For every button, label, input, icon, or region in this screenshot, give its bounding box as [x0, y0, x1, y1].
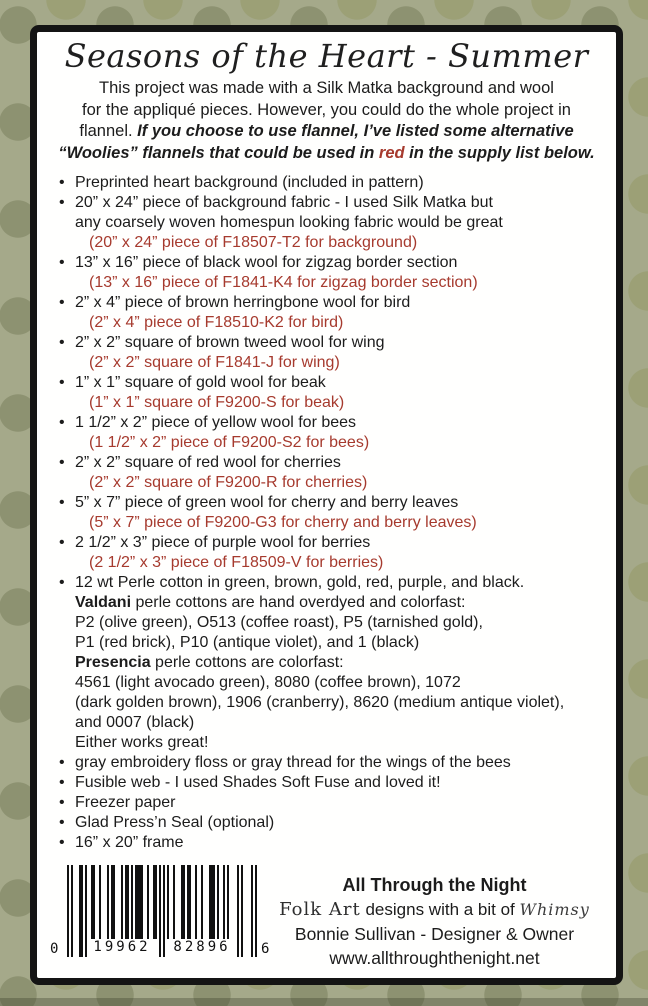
supply-line: 4561 (light avocado green), 8080 (coffee brown), 1072 — [75, 674, 461, 691]
page-title: Seasons of the Heart - Summer — [64, 37, 589, 75]
supply-line: (1 1/2” x 2” piece of F9200-S2 for bees) — [89, 434, 370, 451]
supply-line: • Freezer paper — [59, 794, 176, 811]
bullet-icon: • — [59, 794, 65, 811]
supply-line: • 20” x 24” piece of background fabric - I used Silk Matka but — [59, 194, 493, 211]
supply-line: • 1” x 1” square of gold wool for beak — [59, 374, 326, 391]
supply-line: and 0007 (black) — [75, 714, 195, 731]
brand-owner: Bonnie Sullivan - Designer & Owner — [294, 924, 575, 944]
bullet-icon: • — [59, 754, 65, 771]
supply-line: (20” x 24” piece of F18507-T2 for background) — [89, 234, 418, 251]
supply-line: (2” x 2” square of F1841-J for wing) — [89, 354, 340, 371]
supply-line: (5” x 7” piece of F9200-G3 for cherry and berry leaves) — [89, 514, 477, 531]
intro-line: “Woolies” flannels that could be used in red in the supply list below. — [58, 143, 595, 162]
supply-line: (1” x 1” square of F9200-S for beak) — [89, 394, 345, 411]
supply-line: • 5” x 7” piece of green wool for cherry and berry leaves — [59, 494, 459, 511]
footer — [37, 865, 616, 970]
tagline-whimsy: Whimsy — [519, 900, 590, 919]
bullet-icon: • — [59, 834, 65, 851]
supply-list — [37, 173, 616, 853]
brand-website: www.allthroughthenight.net — [329, 948, 540, 968]
bullet-icon: • — [59, 494, 65, 511]
intro-line: for the appliqué pieces. However, you could do the whole project in — [82, 100, 571, 119]
bullet-icon: • — [59, 254, 65, 271]
supply-line: P2 (olive green), O513 (coffee roast), P5 (tarnished gold), — [75, 614, 483, 631]
bottom-edge-shadow — [0, 998, 648, 1006]
barcode-right-digit: 6 — [261, 941, 270, 957]
supply-line: any coarsely woven homespun looking fabric would be great — [75, 214, 503, 231]
barcode-left-digit: 0 — [50, 941, 59, 957]
branding-block — [259, 865, 616, 970]
supply-line: • 16” x 20” frame — [59, 834, 184, 851]
supply-line: • Glad Press’n Seal (optional) — [59, 814, 275, 831]
supply-line: Presencia perle cottons are colorfast: — [75, 654, 344, 671]
tagline-middle: designs with a bit of — [360, 900, 520, 919]
intro-paragraph — [37, 78, 616, 164]
brand-name: All Through the Night — [342, 875, 527, 895]
supply-line: • 2 1/2” x 3” piece of purple wool for berries — [59, 534, 371, 551]
bullet-icon: • — [59, 174, 65, 191]
upc-barcode — [50, 865, 270, 961]
brand-tagline — [259, 898, 610, 922]
supply-line: • 12 wt Perle cotton in green, brown, gold, red, purple, and black. — [59, 574, 525, 591]
supply-line: • 1 1/2” x 2” piece of yellow wool for bees — [59, 414, 357, 431]
supply-line: Valdani perle cottons are hand overdyed and colorfast: — [75, 594, 466, 611]
bullet-icon: • — [59, 414, 65, 431]
bullet-icon: • — [59, 814, 65, 831]
bullet-icon: • — [59, 334, 65, 351]
bullet-icon: • — [59, 294, 65, 311]
tagline-folk-art: Folk Art — [279, 899, 361, 920]
bullet-icon: • — [59, 374, 65, 391]
barcode-group2: 82896 — [167, 939, 237, 955]
intro-line: This project was made with a Silk Matka background and wool — [99, 79, 554, 97]
supply-line: • 13” x 16” piece of black wool for zigzag border section — [59, 254, 458, 271]
pattern-card — [30, 25, 623, 985]
bullet-icon: • — [59, 194, 65, 211]
bullet-icon: • — [59, 534, 65, 551]
barcode-group1: 19962 — [87, 939, 157, 955]
intro-line: flannel. If you choose to use flannel, I’ve listed some alternative — [79, 122, 574, 140]
supply-line: Either works great! — [75, 734, 209, 751]
bullet-icon: • — [59, 774, 65, 791]
supply-line: • 2” x 4” piece of brown herringbone wool for bird — [59, 294, 411, 311]
supply-line: (2” x 4” piece of F18510-K2 for bird) — [89, 314, 344, 331]
supply-line: • gray embroidery floss or gray thread for the wings of the bees — [59, 754, 511, 771]
supply-line: • 2” x 2” square of brown tweed wool for wing — [59, 334, 385, 351]
bullet-icon: • — [59, 574, 65, 591]
supply-line: • Preprinted heart background (included in pattern) — [59, 174, 424, 191]
supply-line: • Fusible web - I used Shades Soft Fuse and loved it! — [59, 774, 441, 791]
supply-line: P1 (red brick), P10 (antique violet), and 1 (black) — [75, 634, 420, 651]
supply-line: (13” x 16” piece of F1841-K4 for zigzag border section) — [89, 274, 478, 291]
bullet-icon: • — [59, 454, 65, 471]
supply-line: (2 1/2” x 3” piece of F18509-V for berries) — [89, 554, 384, 571]
supply-line: • 2” x 2” square of red wool for cherries — [59, 454, 341, 471]
supply-line: (2” x 2” square of F9200-R for cherries) — [89, 474, 368, 491]
supply-line: (dark golden brown), 1906 (cranberry), 8620 (medium antique violet), — [75, 694, 565, 711]
